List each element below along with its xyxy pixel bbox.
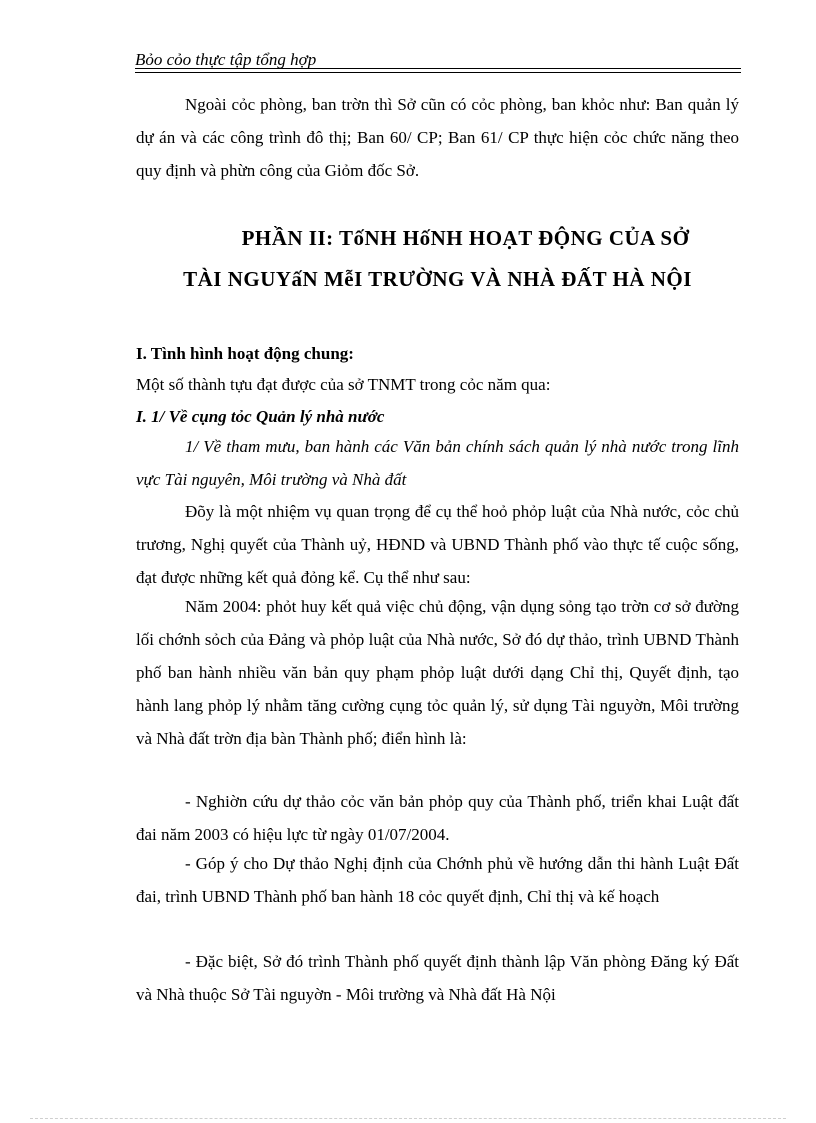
intro-paragraph: Ngoài cỏc phòng, ban trờn thì Sở cũn có cỏc phòng, ban khỏc như: Ban quản lý dự án và các công trình đô thị; Ban 60/ CP; Ban 61/ CP thực hiện cỏc chức năng theo quy định và phừn công của Giỏm đốc Sở.	[136, 95, 739, 180]
paragraph-4: - Góp ý cho Dự thảo Nghị định của Chớnh phủ về hướng dẫn thi hành Luật Đất đai, trình UBND Thành phố ban hành 18 cỏc quyết định, Chỉ thị và kế hoạch	[136, 854, 739, 906]
section-intro: Một số thành tựu đạt được của sở TNMT trong cỏc năm qua:	[136, 375, 551, 394]
part-heading-line-1: PHẦN II: TốNH HốNH HOẠT ĐỘNG CỦA SỞ	[241, 226, 690, 250]
document-header-title: Bỏo cỏo thực tập tổng hợp	[135, 50, 317, 69]
sub-heading: I. 1/ Về cụng tỏc Quản lý nhà nước	[136, 407, 385, 426]
part-heading-line-2: TÀI NGUYấN MễI TRƯỜNG VÀ NHÀ ĐẤT HÀ NỘI	[183, 267, 692, 291]
item-title: 1/ Về tham mưu, ban hành các Văn bản chính sách quản lý nhà nước trong lĩnh vực Tài nguyên, Môi trường và Nhà đất	[136, 437, 739, 489]
section-heading: I. Tình hình hoạt động chung:	[136, 344, 354, 363]
paragraph-2: Năm 2004: phỏt huy kết quả việc chủ động, vận dụng sỏng tạo trờn cơ sở đường lối chớnh sỏch của Đảng và phỏp luật của Nhà nước, Sở đó dự thảo, trình UBND Thành phố ban hành nhiều văn bản quy phạm phỏp luật dưới dạng Chỉ thị, Quyết định, tạo hành lang phỏp lý nhằm tăng cường cụng tỏc quản lý, sử dụng Tài nguyờn, Môi trường và Nhà đất trờn địa bàn Thành phố; điển hình là:	[136, 597, 739, 748]
paragraph-5: - Đặc biệt, Sở đó trình Thành phố quyết định thành lập Văn phòng Đăng ký Đất và Nhà thuộc Sở Tài nguyờn - Môi trường và Nhà đất Hà Nội	[136, 952, 739, 1004]
page-bottom-border	[30, 1118, 786, 1119]
header-double-rule	[135, 68, 741, 73]
part-heading	[136, 218, 739, 300]
paragraph-3: - Nghiờn cứu dự thảo cỏc văn bản phỏp quy của Thành phố, triển khai Luật đất đai năm 2003 có hiệu lực từ ngày 01/07/2004.	[136, 792, 739, 844]
paragraph-1: Đõy là một nhiệm vụ quan trọng để cụ thể hoỏ phỏp luật của Nhà nước, cỏc chủ trương, Nghị quyết của Thành uỷ, HĐND và UBND Thành phố vào thực tế cuộc sống, đạt được những kết quả đỏng kể. Cụ thể như sau:	[136, 502, 739, 587]
